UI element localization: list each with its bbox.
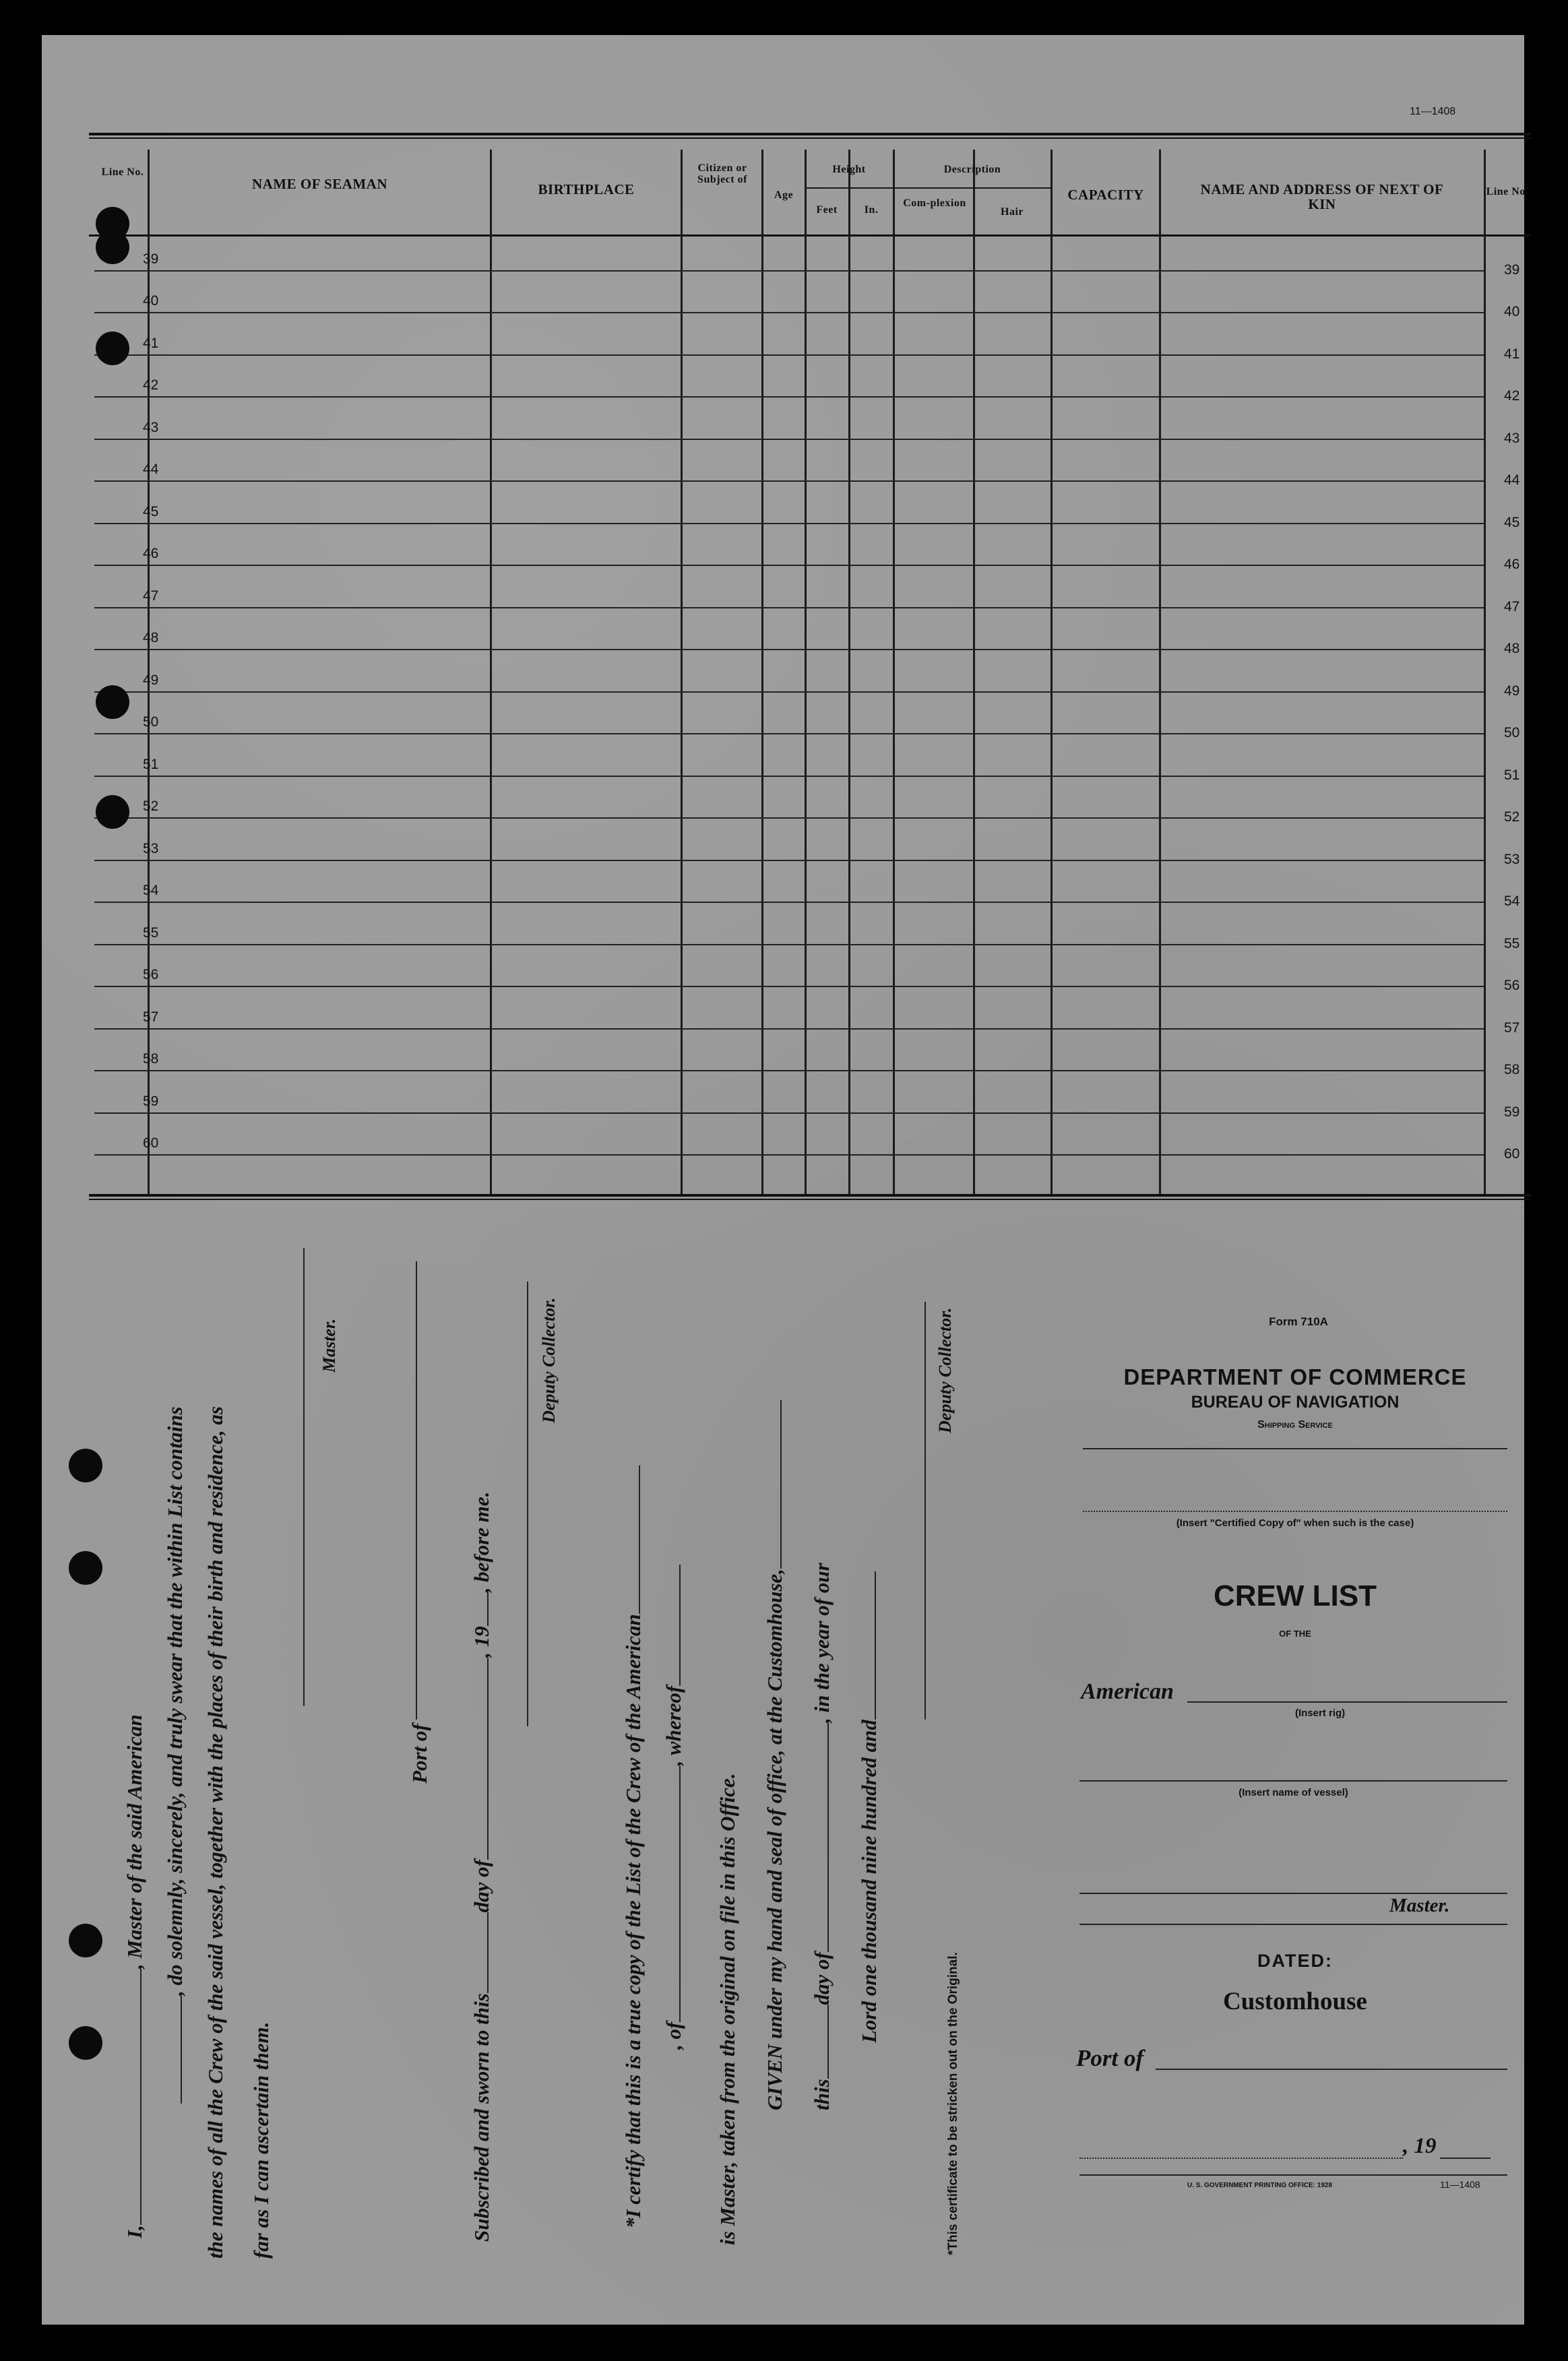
header-height: Height bbox=[832, 164, 866, 175]
line-number-right: 42 bbox=[1504, 388, 1520, 404]
line-number-left: 46 bbox=[143, 546, 159, 561]
cert-certify-line bbox=[621, 1466, 646, 2228]
cert-is-master: is Master, taken from the original on file in this Office. bbox=[716, 1773, 739, 2245]
rig-blank[interactable] bbox=[623, 1466, 640, 1614]
form-code-top: 11—1408 bbox=[1410, 106, 1456, 117]
line-number-right: 53 bbox=[1504, 851, 1520, 867]
table-bottom-rule bbox=[89, 1194, 1531, 1197]
line-number-left: 48 bbox=[143, 630, 159, 646]
line-number-left: 42 bbox=[143, 377, 159, 393]
table-row[interactable] bbox=[94, 860, 1484, 861]
cert-port-of-label: Port of bbox=[408, 1724, 431, 1784]
col-divider-citizen bbox=[761, 150, 763, 1194]
header-complexion: Com-plexion bbox=[903, 197, 966, 209]
cover-insert-vessel: (Insert name of vessel) bbox=[1238, 1787, 1348, 1798]
cert-this: this bbox=[810, 2079, 834, 2110]
cover-port-of: Port of bbox=[1076, 2045, 1144, 2071]
binder-hole bbox=[96, 230, 129, 264]
header-line-no-right: Line No. bbox=[1486, 186, 1529, 197]
table-row[interactable] bbox=[94, 396, 1484, 398]
cert-of: , of bbox=[662, 2021, 685, 2050]
cover-title: CREW LIST bbox=[1214, 1579, 1377, 1612]
header-inches: In. bbox=[864, 204, 879, 216]
cert-master-label: Master. bbox=[319, 1318, 339, 1373]
line-number-right: 41 bbox=[1504, 346, 1520, 362]
cert-given-line bbox=[763, 1400, 787, 2110]
crew-list-form-sheet bbox=[42, 35, 1529, 2325]
cover-port-line[interactable] bbox=[1156, 2069, 1507, 2070]
cert-whereof: , whereof bbox=[662, 1685, 685, 1766]
rig-line[interactable] bbox=[1187, 1701, 1507, 1703]
cover-service: Shipping Service bbox=[1257, 1419, 1333, 1430]
day-blank[interactable] bbox=[471, 1912, 489, 1993]
col-divider-birthplace bbox=[681, 150, 683, 1194]
table-row[interactable] bbox=[94, 1112, 1484, 1114]
line-number-right: 51 bbox=[1504, 767, 1520, 783]
line-number-left: 41 bbox=[143, 335, 159, 351]
line-number-left: 51 bbox=[143, 756, 159, 772]
table-row[interactable] bbox=[94, 312, 1484, 313]
binder-hole bbox=[96, 332, 129, 365]
cert-deputy-collector-2: Deputy Collector. bbox=[935, 1307, 955, 1433]
binder-hole bbox=[69, 2026, 102, 2060]
cert-year-of-our: , in the year of our bbox=[810, 1563, 834, 1724]
table-row[interactable] bbox=[94, 1028, 1484, 1030]
master-name-blank[interactable] bbox=[124, 1969, 142, 2225]
line-number-left: 55 bbox=[143, 924, 159, 941]
line-number-left: 40 bbox=[143, 293, 159, 309]
line-number-left: 54 bbox=[143, 883, 159, 898]
table-row[interactable] bbox=[94, 1070, 1484, 1071]
line-number-right: 43 bbox=[1504, 430, 1520, 446]
line-number-right: 46 bbox=[1504, 557, 1520, 572]
header-next-of-kin: NAME AND ADDRESS OF NEXT OF KIN bbox=[1200, 181, 1444, 213]
line-number-left: 53 bbox=[143, 840, 159, 856]
cert-oath-line-1 bbox=[123, 1714, 147, 2238]
table-row[interactable] bbox=[94, 817, 1484, 819]
cert-crew-names: the names of all the Crew of the said vessel, together with the places of their birth and residence, as bbox=[203, 1406, 227, 2259]
line-number-right: 55 bbox=[1504, 935, 1520, 951]
height-subheader-rule bbox=[805, 187, 893, 189]
header-age: Age bbox=[774, 189, 794, 201]
cover-date-line[interactable] bbox=[1079, 2158, 1403, 2159]
given-day-blank[interactable] bbox=[811, 2005, 829, 2079]
cover-customhouse: Customhouse bbox=[1223, 1988, 1367, 2015]
cert-oath-line-2 bbox=[163, 1407, 187, 2104]
vessel-name-blank[interactable] bbox=[164, 1996, 182, 2104]
col-divider-complexion bbox=[973, 150, 975, 1194]
cert-oath-line-4 bbox=[249, 2022, 274, 2259]
cover-bureau: BUREAU OF NAVIGATION bbox=[1191, 1393, 1400, 1412]
header-line-no: Line No. bbox=[101, 166, 144, 178]
master-name-line[interactable] bbox=[1079, 1893, 1507, 1894]
cert-day-of: day of bbox=[470, 1859, 493, 1913]
line-number-left: 45 bbox=[143, 503, 159, 520]
cover-american: American bbox=[1081, 1679, 1174, 1704]
header-hair: Hair bbox=[1001, 206, 1024, 218]
cover-of-the: OF THE bbox=[1279, 1629, 1311, 1639]
vessel-name-line[interactable] bbox=[1079, 1780, 1507, 1782]
cert-port-of bbox=[408, 1724, 432, 1784]
table-top-rule bbox=[89, 133, 1531, 135]
table-row[interactable] bbox=[94, 691, 1484, 693]
cert-of-whereof-line bbox=[662, 1565, 686, 2050]
line-number-right: 44 bbox=[1504, 472, 1520, 488]
line-number-right: 60 bbox=[1504, 1146, 1520, 1162]
line-number-left: 47 bbox=[143, 588, 159, 604]
year-blank[interactable] bbox=[471, 1592, 489, 1626]
table-row[interactable] bbox=[94, 523, 1484, 524]
header-citizen: Citizen or Subject of bbox=[697, 162, 747, 185]
cert-i: I, bbox=[123, 2225, 146, 2238]
cert-footnote: *This certificate to be stricken out on the Original. bbox=[946, 1952, 960, 2255]
cover-department: DEPARTMENT OF COMMERCE bbox=[1123, 1364, 1467, 1389]
port-blank[interactable] bbox=[663, 1766, 681, 2022]
cover-rule-1 bbox=[1083, 1448, 1507, 1449]
line-number-right: 50 bbox=[1504, 725, 1520, 741]
col-divider-name bbox=[490, 150, 492, 1194]
customhouse-blank[interactable] bbox=[764, 1400, 782, 1569]
line-number-right: 40 bbox=[1504, 304, 1520, 319]
line-number-left: 50 bbox=[143, 714, 159, 730]
cover-form-code: 11—1408 bbox=[1440, 2179, 1480, 2190]
cover-rule-3 bbox=[1079, 2174, 1507, 2176]
cert-subscribed-line bbox=[470, 1492, 494, 2242]
line-number-left: 43 bbox=[143, 419, 159, 435]
cert-oath-line-3 bbox=[203, 1406, 228, 2259]
deputy-collector-signature-line[interactable] bbox=[527, 1282, 528, 1726]
table-row[interactable] bbox=[94, 902, 1484, 903]
line-number-right: 45 bbox=[1504, 514, 1520, 530]
table-bottom-rule-thin bbox=[89, 1199, 1531, 1200]
table-row[interactable] bbox=[94, 270, 1484, 272]
cert-19: , 19 bbox=[470, 1626, 493, 1658]
line-number-left: 56 bbox=[143, 967, 159, 982]
table-row[interactable] bbox=[94, 733, 1484, 734]
col-divider-capacity bbox=[1159, 150, 1161, 1194]
cover-master: Master. bbox=[1389, 1895, 1450, 1916]
line-number-right: 39 bbox=[1504, 261, 1520, 278]
table-top-rule-thin bbox=[89, 137, 1531, 139]
table-row[interactable] bbox=[94, 944, 1484, 945]
col-divider-feet bbox=[848, 150, 850, 1194]
cover-year: , 19 bbox=[1403, 2134, 1437, 2158]
deputy-collector-2-signature-line[interactable] bbox=[924, 1302, 926, 1720]
given-month-blank[interactable] bbox=[811, 1723, 829, 1952]
header-description: Description bbox=[943, 164, 1001, 175]
lord-year-blank[interactable] bbox=[858, 1571, 876, 1720]
port-name-line[interactable] bbox=[416, 1261, 417, 1720]
master-blank[interactable] bbox=[663, 1565, 681, 1686]
cert-solemnly-swear: , do solemnly, sincerely, and truly swear that the within List contains bbox=[163, 1406, 187, 1996]
header-name-of-seaman: NAME OF SEAMAN bbox=[251, 176, 388, 192]
cover-insert-rig: (Insert rig) bbox=[1295, 1707, 1346, 1719]
table-header-rule bbox=[89, 234, 1531, 237]
line-number-right: 47 bbox=[1504, 598, 1520, 615]
line-number-right: 59 bbox=[1504, 1104, 1520, 1120]
header-feet: Feet bbox=[816, 204, 838, 216]
master-signature-line[interactable] bbox=[303, 1248, 305, 1706]
line-number-right: 49 bbox=[1504, 683, 1520, 699]
line-number-left: 44 bbox=[143, 462, 159, 477]
line-number-right: 52 bbox=[1504, 809, 1520, 825]
line-number-right: 48 bbox=[1504, 641, 1520, 656]
cover-printer: U. S. GOVERNMENT PRINTING OFFICE: 1928 bbox=[1187, 2182, 1333, 2189]
table-row[interactable] bbox=[94, 607, 1484, 608]
cert-master-of-american: , Master of the said American bbox=[123, 1714, 146, 1970]
line-number-left: 60 bbox=[143, 1135, 159, 1151]
certified-copy-line[interactable] bbox=[1083, 1511, 1507, 1512]
header-birthplace: BIRTHPLACE bbox=[538, 181, 635, 197]
cert-lord: Lord one thousand nine hundred and bbox=[857, 1720, 881, 2043]
description-subheader-rule bbox=[893, 187, 1051, 189]
table-row[interactable] bbox=[94, 354, 1484, 356]
cert-lord-line bbox=[857, 1571, 881, 2043]
table-row[interactable] bbox=[94, 565, 1484, 566]
cert-deputy-collector: Deputy Collector. bbox=[539, 1297, 559, 1423]
cert-given: GIVEN under my hand and seal of office, at the Customhouse, bbox=[763, 1569, 786, 2110]
line-number-right: 57 bbox=[1504, 1019, 1520, 1036]
cover-rule-2 bbox=[1079, 1924, 1507, 1925]
cover-dated: DATED: bbox=[1257, 1951, 1333, 1971]
table-row[interactable] bbox=[94, 776, 1484, 777]
cert-far-as: far as I can ascertain them. bbox=[249, 2021, 273, 2259]
line-number-right: 54 bbox=[1504, 893, 1520, 909]
cover-insert-certified: (Insert "Certified Copy of" when such is the case) bbox=[1176, 1517, 1414, 1529]
line-number-left: 57 bbox=[143, 1009, 159, 1025]
col-divider-age bbox=[805, 150, 807, 1194]
header-capacity: CAPACITY bbox=[1067, 187, 1144, 203]
cert-subscribed: Subscribed and sworn to this bbox=[470, 1993, 493, 2242]
table-row[interactable] bbox=[94, 1154, 1484, 1156]
table-row[interactable] bbox=[94, 649, 1484, 650]
line-number-left: 52 bbox=[143, 798, 159, 814]
cert-certify-text: *I certify that this is a true copy of the List of the Crew of the American bbox=[621, 1614, 645, 2228]
line-number-left: 58 bbox=[143, 1051, 159, 1067]
line-number-left: 39 bbox=[143, 251, 159, 267]
cert-is-master-line bbox=[716, 1773, 740, 2245]
line-number-right: 58 bbox=[1504, 1062, 1520, 1077]
table-row[interactable] bbox=[94, 439, 1484, 440]
binder-hole bbox=[69, 1924, 102, 1957]
col-divider-hair bbox=[1050, 150, 1053, 1194]
binder-hole bbox=[69, 1449, 102, 1482]
cover-form-no: Form 710A bbox=[1269, 1315, 1328, 1328]
binder-hole bbox=[69, 1551, 102, 1585]
cert-before-me: , before me. bbox=[470, 1491, 493, 1593]
table-row[interactable] bbox=[94, 986, 1484, 987]
cover-year-line[interactable] bbox=[1440, 2158, 1491, 2159]
month-blank[interactable] bbox=[471, 1658, 489, 1860]
cert-given-day-of: day of bbox=[810, 1952, 834, 2005]
line-number-right: 56 bbox=[1504, 978, 1520, 993]
col-divider-kin bbox=[1484, 150, 1486, 1194]
col-divider-inches bbox=[893, 150, 895, 1194]
line-number-left: 59 bbox=[143, 1093, 159, 1109]
binder-hole bbox=[96, 685, 129, 719]
table-row[interactable] bbox=[94, 480, 1484, 482]
line-number-left: 49 bbox=[143, 672, 159, 688]
binder-hole bbox=[96, 795, 129, 829]
cert-this-day-line bbox=[810, 1563, 834, 2110]
